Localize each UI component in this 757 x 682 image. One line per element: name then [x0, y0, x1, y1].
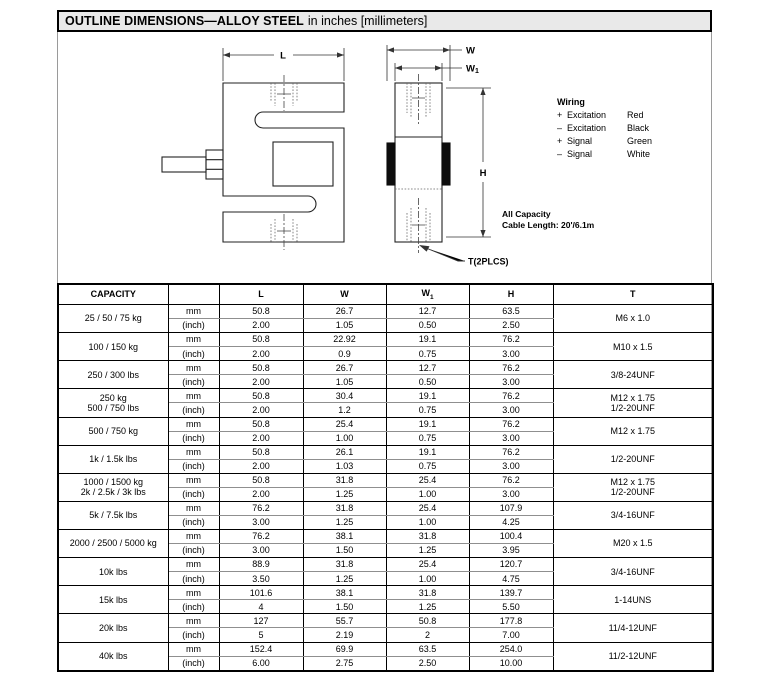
dim-value: 38.1 [303, 530, 386, 544]
dim-value: 3.00 [219, 515, 303, 529]
dimensions-table-body [58, 305, 713, 672]
wiring-wname: Excitation [567, 110, 607, 120]
dim-value: 55.7 [303, 614, 386, 628]
unit-label: mm [168, 586, 219, 600]
capacity-cell: 250 kg 500 / 750 lbs [58, 389, 168, 417]
unit-label: mm [168, 501, 219, 515]
dim-value: 76.2 [469, 361, 553, 375]
dim-value: 4.75 [469, 572, 553, 586]
dim-value: 5 [219, 628, 303, 642]
dim-value: 50.8 [219, 305, 303, 319]
cable-note-line2: Cable Length: 20'/6.1m [502, 220, 595, 230]
dim-value: 1.50 [303, 544, 386, 558]
dim-value: 26.7 [303, 361, 386, 375]
dim-value: 1.50 [303, 600, 386, 614]
dim-value: 50.8 [219, 389, 303, 403]
dim-value: 107.9 [469, 501, 553, 515]
dim-value: 139.7 [469, 586, 553, 600]
dim-value: 177.8 [469, 614, 553, 628]
unit-label: mm [168, 614, 219, 628]
dim-value: 2.75 [303, 656, 386, 671]
dim-value: 3.00 [469, 431, 553, 445]
table-row [58, 361, 713, 375]
dim-value: 25.4 [386, 501, 469, 515]
unit-label: (inch) [168, 487, 219, 501]
datasheet [57, 10, 712, 672]
front-view [162, 83, 344, 242]
dim-value: 1.00 [386, 487, 469, 501]
dim-value: 76.2 [469, 445, 553, 459]
dim-value: 3.00 [469, 459, 553, 473]
dim-value: 1.00 [386, 515, 469, 529]
dim-value: 2.00 [219, 375, 303, 389]
dim-value: 31.8 [303, 501, 386, 515]
capacity-cell: 40k lbs [58, 642, 168, 671]
col-header-unit [168, 284, 219, 305]
dim-value: 3.00 [469, 347, 553, 361]
dim-value: 26.1 [303, 445, 386, 459]
wiring-row [557, 148, 652, 161]
dim-value: 2.00 [219, 487, 303, 501]
unit-label: mm [168, 361, 219, 375]
dim-value: 19.1 [386, 333, 469, 347]
dim-value: 19.1 [386, 417, 469, 431]
wiring-wcolor: White [627, 149, 651, 159]
capacity-cell: 500 / 750 kg [58, 417, 168, 445]
dim-value: 0.75 [386, 459, 469, 473]
wiring-wcolor: Green [627, 136, 653, 146]
unit-label: (inch) [168, 403, 219, 417]
table-row [58, 586, 713, 600]
dim-value: 5.50 [469, 600, 553, 614]
wiring-sign: – [557, 123, 563, 133]
thread-cell: 3/8-24UNF [553, 361, 713, 389]
unit-label: (inch) [168, 656, 219, 671]
dim-value: 1.00 [386, 572, 469, 586]
dim-value: 1.03 [303, 459, 386, 473]
unit-label: (inch) [168, 515, 219, 529]
dim-value: 50.8 [219, 473, 303, 487]
dim-value: 4.25 [469, 515, 553, 529]
thread-cell: M12 x 1.75 [553, 417, 713, 445]
dim-value: 76.2 [469, 389, 553, 403]
section-header [57, 10, 712, 32]
dim-value: 50.8 [219, 417, 303, 431]
cable-note [502, 209, 594, 231]
col-header-w1: $W_1$ [386, 284, 469, 305]
callout-T [419, 245, 465, 261]
table-row [58, 530, 713, 544]
capacity-cell: 20k lbs [58, 614, 168, 642]
wiring-wname: Signal [567, 136, 593, 146]
dim-value: 63.5 [469, 305, 553, 319]
section-title: OUTLINE DIMENSIONS—ALLOY STEEL [65, 14, 304, 28]
dim-value: 3.00 [219, 544, 303, 558]
dim-value: 2.00 [219, 403, 303, 417]
table-row [58, 614, 713, 628]
dim-value: 100.4 [469, 530, 553, 544]
table-row [58, 558, 713, 572]
unit-label: mm [168, 473, 219, 487]
unit-label: (inch) [168, 375, 219, 389]
dim-label-l: L [280, 50, 286, 62]
wiring-row [557, 135, 652, 148]
unit-label: (inch) [168, 347, 219, 361]
dim-value: 76.2 [469, 333, 553, 347]
col-header-t: T [553, 284, 713, 305]
dim-value: 0.50 [386, 375, 469, 389]
dim-value: 88.9 [219, 558, 303, 572]
dim-value: 2 [386, 628, 469, 642]
wiring-wname: Excitation [567, 123, 607, 133]
unit-label: mm [168, 530, 219, 544]
dim-value: 152.4 [219, 642, 303, 656]
dim-value: 2.50 [386, 656, 469, 671]
table-row [58, 417, 713, 431]
dim-value: 3.00 [469, 403, 553, 417]
dim-value: 1.25 [303, 487, 386, 501]
wiring-title: Wiring [557, 97, 585, 107]
thread-cell: 3/4-16UNF [553, 501, 713, 529]
dim-value: 38.1 [303, 586, 386, 600]
dim-value: 12.7 [386, 305, 469, 319]
wiring-row [557, 122, 652, 135]
table-row [58, 333, 713, 347]
dim-value: 1.25 [386, 600, 469, 614]
dim-value: 50.8 [219, 445, 303, 459]
dim-value: 1.25 [303, 515, 386, 529]
thread-cell: 11/4-12UNF [553, 614, 713, 642]
unit-label: mm [168, 642, 219, 656]
unit-label: mm [168, 305, 219, 319]
table-row [58, 501, 713, 515]
unit-label: mm [168, 389, 219, 403]
unit-label: (inch) [168, 319, 219, 333]
dim-value: 2.50 [469, 319, 553, 333]
unit-label: (inch) [168, 572, 219, 586]
section-subtitle: in inches [millimeters] [307, 14, 428, 28]
unit-label: mm [168, 417, 219, 431]
dim-value: 2.00 [219, 347, 303, 361]
dim-value: 69.9 [303, 642, 386, 656]
dim-W [387, 45, 462, 81]
dim-value: 4 [219, 600, 303, 614]
wiring-wcolor: Red [627, 110, 644, 120]
dim-value: 0.50 [386, 319, 469, 333]
capacity-cell: 1000 / 1500 kg 2k / 2.5k / 3k lbs [58, 473, 168, 501]
dimensions-table [57, 283, 714, 672]
dim-value: 50.8 [219, 361, 303, 375]
wiring-legend [557, 96, 652, 161]
thread-cell: 1/2-20UNF [553, 445, 713, 473]
thread-cell: 11/2-12UNF [553, 642, 713, 671]
capacity-cell: 100 / 150 kg [58, 333, 168, 361]
dim-value: 0.75 [386, 347, 469, 361]
dim-value: 254.0 [469, 642, 553, 656]
dim-value: 127 [219, 614, 303, 628]
col-header-l: L [219, 284, 303, 305]
thread-cell: M10 x 1.5 [553, 333, 713, 361]
capacity-cell: 10k lbs [58, 558, 168, 586]
wiring-sign: + [557, 136, 563, 146]
thread-cell: M12 x 1.75 1/2-20UNF [553, 473, 713, 501]
wiring-rows [557, 109, 652, 161]
dim-label-h: H [479, 168, 487, 179]
dim-value: 76.2 [219, 501, 303, 515]
thread-cell: 3/4-16UNF [553, 558, 713, 586]
dim-value: 2.19 [303, 628, 386, 642]
unit-label: (inch) [168, 600, 219, 614]
thread-cell: 1-14UNS [553, 586, 713, 614]
dim-value: 0.75 [386, 403, 469, 417]
unit-label: mm [168, 445, 219, 459]
capacity-cell: 1k / 1.5k lbs [58, 445, 168, 473]
wiring-sign: + [557, 110, 563, 120]
dim-value: 2.00 [219, 459, 303, 473]
dim-value: 31.8 [386, 530, 469, 544]
dim-value: 101.6 [219, 586, 303, 600]
dim-value: 31.8 [303, 473, 386, 487]
dim-value: 1.05 [303, 319, 386, 333]
capacity-cell: 5k / 7.5k lbs [58, 501, 168, 529]
dim-value: 19.1 [386, 445, 469, 459]
dim-H [446, 88, 491, 237]
dim-value: 2.00 [219, 319, 303, 333]
dim-value: 3.95 [469, 544, 553, 558]
col-header-w: W [303, 284, 386, 305]
capacity-cell: 250 / 300 lbs [58, 361, 168, 389]
wiring-row [557, 109, 652, 122]
dim-value: 3.00 [469, 487, 553, 501]
thread-cell: M12 x 1.75 1/2-20UNF [553, 389, 713, 417]
dim-value: 25.4 [386, 473, 469, 487]
dim-W1 [395, 63, 462, 81]
dim-value: 1.05 [303, 375, 386, 389]
table-header-row [58, 284, 713, 305]
dim-label-t: T(2PLCS) [468, 256, 509, 267]
col-header-h: H [469, 284, 553, 305]
dim-value: 31.8 [303, 558, 386, 572]
table-row [58, 642, 713, 656]
table-row [58, 473, 713, 487]
capacity-cell: 2000 / 2500 / 5000 kg [58, 530, 168, 558]
dim-value: 25.4 [386, 558, 469, 572]
wiring-wname: Signal [567, 149, 593, 159]
dim-value: 50.8 [219, 333, 303, 347]
dim-value: 0.9 [303, 347, 386, 361]
unit-label: (inch) [168, 544, 219, 558]
dim-value: 26.7 [303, 305, 386, 319]
dim-value: 22.92 [303, 333, 386, 347]
capacity-cell: 25 / 50 / 75 kg [58, 305, 168, 333]
dim-value: 76.2 [469, 417, 553, 431]
unit-label: (inch) [168, 431, 219, 445]
thread-cell: M6 x 1.0 [553, 305, 713, 333]
dim-label-w: W [466, 45, 475, 57]
wiring-wcolor: Black [627, 123, 650, 133]
dim-value: 120.7 [469, 558, 553, 572]
dim-label-w1: W1 [466, 63, 479, 75]
dim-value: 76.2 [469, 473, 553, 487]
dim-value: 30.4 [303, 389, 386, 403]
dim-value: 7.00 [469, 628, 553, 642]
dim-value: 2.00 [219, 431, 303, 445]
dim-value: 1.25 [386, 544, 469, 558]
dim-value: 1.00 [303, 431, 386, 445]
dim-value: 25.4 [303, 417, 386, 431]
capacity-cell: 15k lbs [58, 586, 168, 614]
dim-value: 12.7 [386, 361, 469, 375]
wiring-sign: – [557, 149, 563, 159]
table-row [58, 305, 713, 319]
table-row [58, 389, 713, 403]
unit-label: (inch) [168, 628, 219, 642]
dim-value: 10.00 [469, 656, 553, 671]
table-row [58, 445, 713, 459]
col-header-capacity: CAPACITY [58, 284, 168, 305]
unit-label: mm [168, 558, 219, 572]
dim-value: 6.00 [219, 656, 303, 671]
dim-value: 3.50 [219, 572, 303, 586]
thread-cell: M20 x 1.5 [553, 530, 713, 558]
dim-value: 31.8 [386, 586, 469, 600]
dim-value: 76.2 [219, 530, 303, 544]
dim-value: 3.00 [469, 375, 553, 389]
dim-value: 50.8 [386, 614, 469, 628]
dim-value: 0.75 [386, 431, 469, 445]
dim-value: 19.1 [386, 389, 469, 403]
unit-label: (inch) [168, 459, 219, 473]
unit-label: mm [168, 333, 219, 347]
dim-value: 63.5 [386, 642, 469, 656]
dim-value: 1.2 [303, 403, 386, 417]
cable-note-line1: All Capacity [502, 209, 551, 219]
dim-value: 1.25 [303, 572, 386, 586]
